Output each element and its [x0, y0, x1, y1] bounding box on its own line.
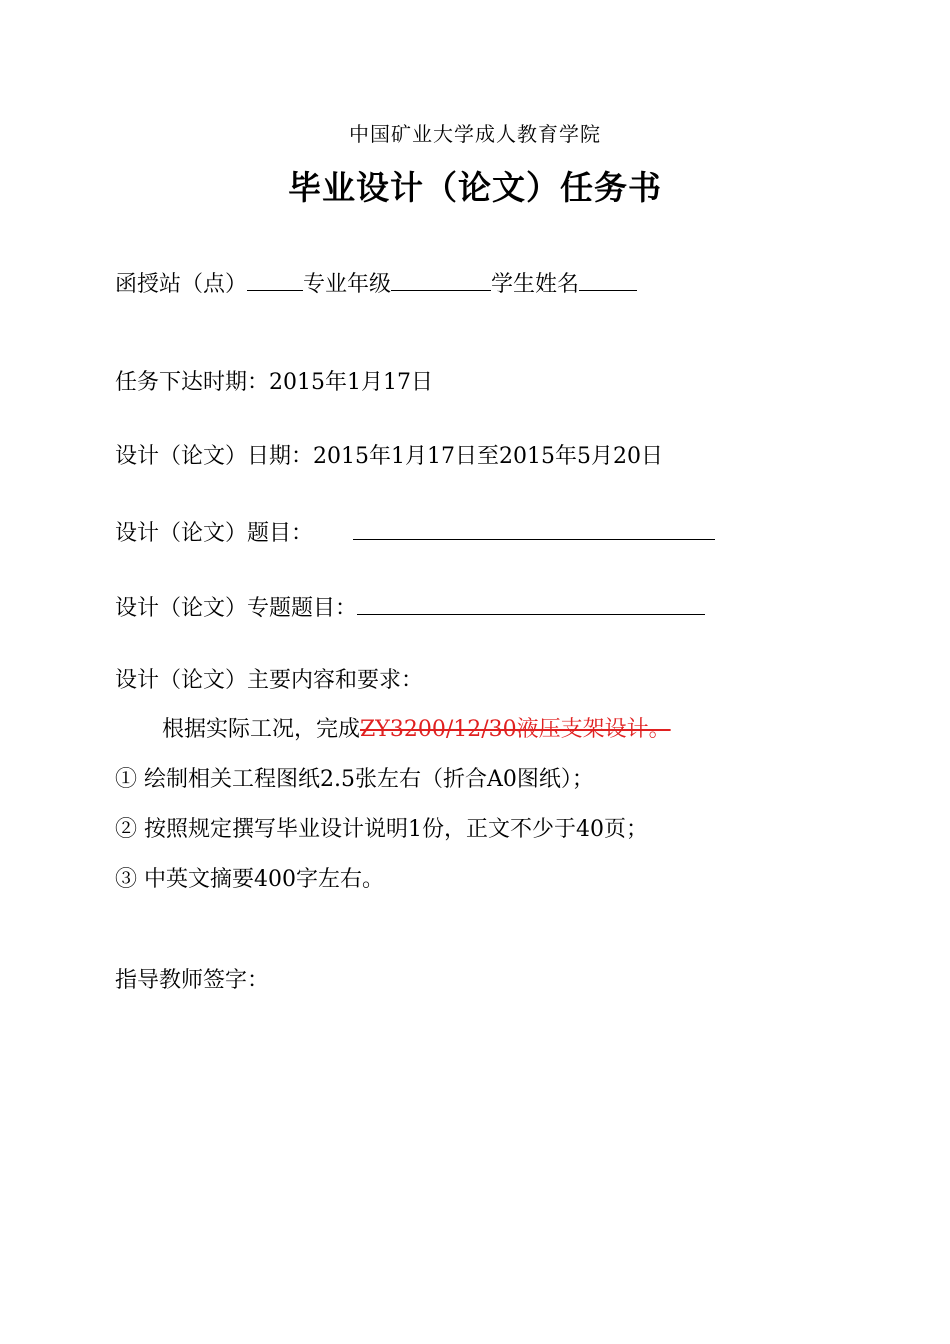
station-blank[interactable] — [247, 268, 303, 291]
special-topic-row — [115, 592, 705, 624]
document-title: 毕业设计（论文）任务书 — [288, 168, 662, 207]
station-label: 函授站（点） — [115, 272, 248, 297]
topic-label: 设计（论文）题目： — [115, 521, 314, 546]
requirement-item-2: ② 按照规定撰写毕业设计说明1份，正文不少于40页； — [115, 817, 648, 842]
design-period: 设计（论文）日期：2015年1月17日至2015年5月20日 — [115, 444, 663, 469]
school-name: 中国矿业大学成人教育学院 — [349, 122, 601, 146]
special-topic-label: 设计（论文）专题题目： — [115, 596, 358, 621]
special-topic-blank[interactable] — [357, 592, 705, 615]
requirement-item-1: ① 绘制相关工程图纸2.5张左右（折合A0图纸）； — [115, 767, 594, 792]
advisor-signature-label: 指导教师签字： — [115, 968, 270, 993]
major-label: 专业年级 — [303, 272, 392, 297]
issue-date: 任务下达时期：2015年1月17日 — [115, 370, 433, 395]
student-info-row — [115, 268, 637, 300]
topic-row — [115, 517, 715, 549]
content-heading: 设计（论文）主要内容和要求： — [115, 668, 424, 693]
major-blank[interactable] — [391, 268, 491, 291]
content-intro — [162, 715, 671, 745]
student-name-label: 学生姓名 — [491, 272, 580, 297]
intro-text: 根据实际工况，完成 — [162, 717, 361, 742]
topic-blank[interactable] — [353, 517, 715, 540]
requirement-item-3: ③ 中英文摘要400字左右。 — [115, 867, 384, 892]
struck-text: ZY3200/12/30液压支架设计。 — [360, 717, 671, 742]
student-name-blank[interactable] — [579, 268, 637, 291]
